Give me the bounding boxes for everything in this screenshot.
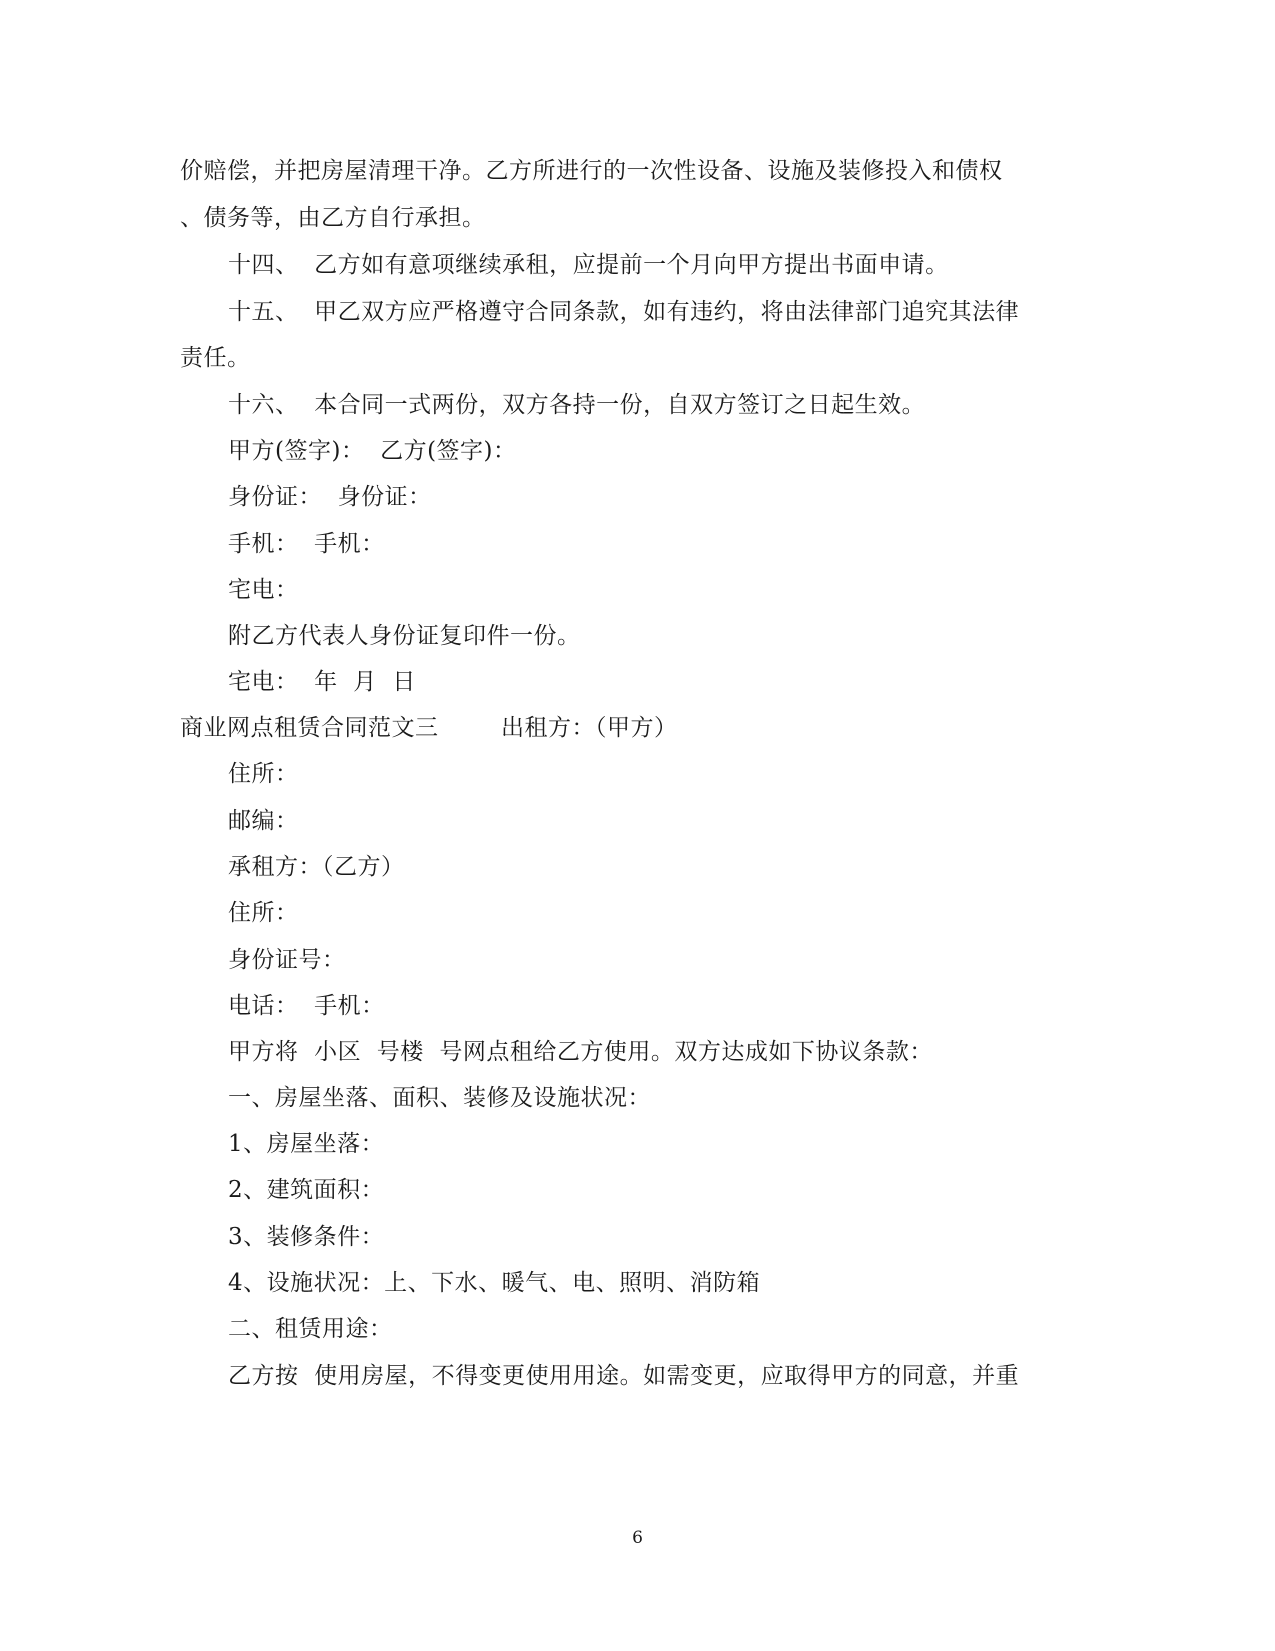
text-line: 甲方将 小区 号楼 号网点租给乙方使用。双方达成如下协议条款： <box>228 1039 933 1065</box>
text-line: 责任。 <box>180 345 251 371</box>
text-line: 甲方(签字)： 乙方(签字)： <box>228 438 517 464</box>
text-line: 十六、 本合同一式两份，双方各持一份，自双方签订之日起生效。 <box>228 392 926 418</box>
text-line: 宅电： 年 月 日 <box>228 669 416 695</box>
text-line: 住所： <box>228 900 299 926</box>
text-line: 价赔偿，并把房屋清理干净。乙方所进行的一次性设备、设施及装修投入和债权 <box>180 158 1003 184</box>
text-line: 承租方：（乙方） <box>228 854 405 880</box>
text-line: 一、房屋坐落、面积、装修及设施状况： <box>228 1085 651 1111</box>
text-line: 住所： <box>228 761 299 787</box>
text-line: 宅电： <box>228 577 299 603</box>
text-line: 身份证号： <box>228 947 346 973</box>
text-line: 二、租赁用途： <box>228 1316 393 1342</box>
text-line: 4、设施状况：上、下水、暖气、电、照明、消防箱 <box>228 1270 761 1296</box>
text-line: 手机： 手机： <box>228 531 385 557</box>
text-line: 乙方按 使用房屋，不得变更使用用途。如需变更，应取得甲方的同意，并重 <box>228 1363 1020 1389</box>
text-line: 2、建筑面积： <box>228 1177 385 1203</box>
text-line: 邮编： <box>228 808 299 834</box>
page-number: 6 <box>632 1528 643 1548</box>
text-line: 十五、 甲乙双方应严格遵守合同条款，如有违约，将由法律部门追究其法律 <box>228 299 1020 325</box>
text-line: 身份证： 身份证： <box>228 484 432 510</box>
text-line: 、债务等，由乙方自行承担。 <box>180 205 486 231</box>
text-line: 1、房屋坐落： <box>228 1131 385 1157</box>
text-line: 电话： 手机： <box>228 993 385 1019</box>
section-heading: 商业网点租赁合同范文三 出租方：（甲方） <box>180 715 678 741</box>
text-line: 附乙方代表人身份证复印件一份。 <box>228 623 581 649</box>
text-line: 3、装修条件： <box>228 1224 385 1250</box>
text-line: 十四、 乙方如有意项继续承租，应提前一个月向甲方提出书面申请。 <box>228 252 949 278</box>
